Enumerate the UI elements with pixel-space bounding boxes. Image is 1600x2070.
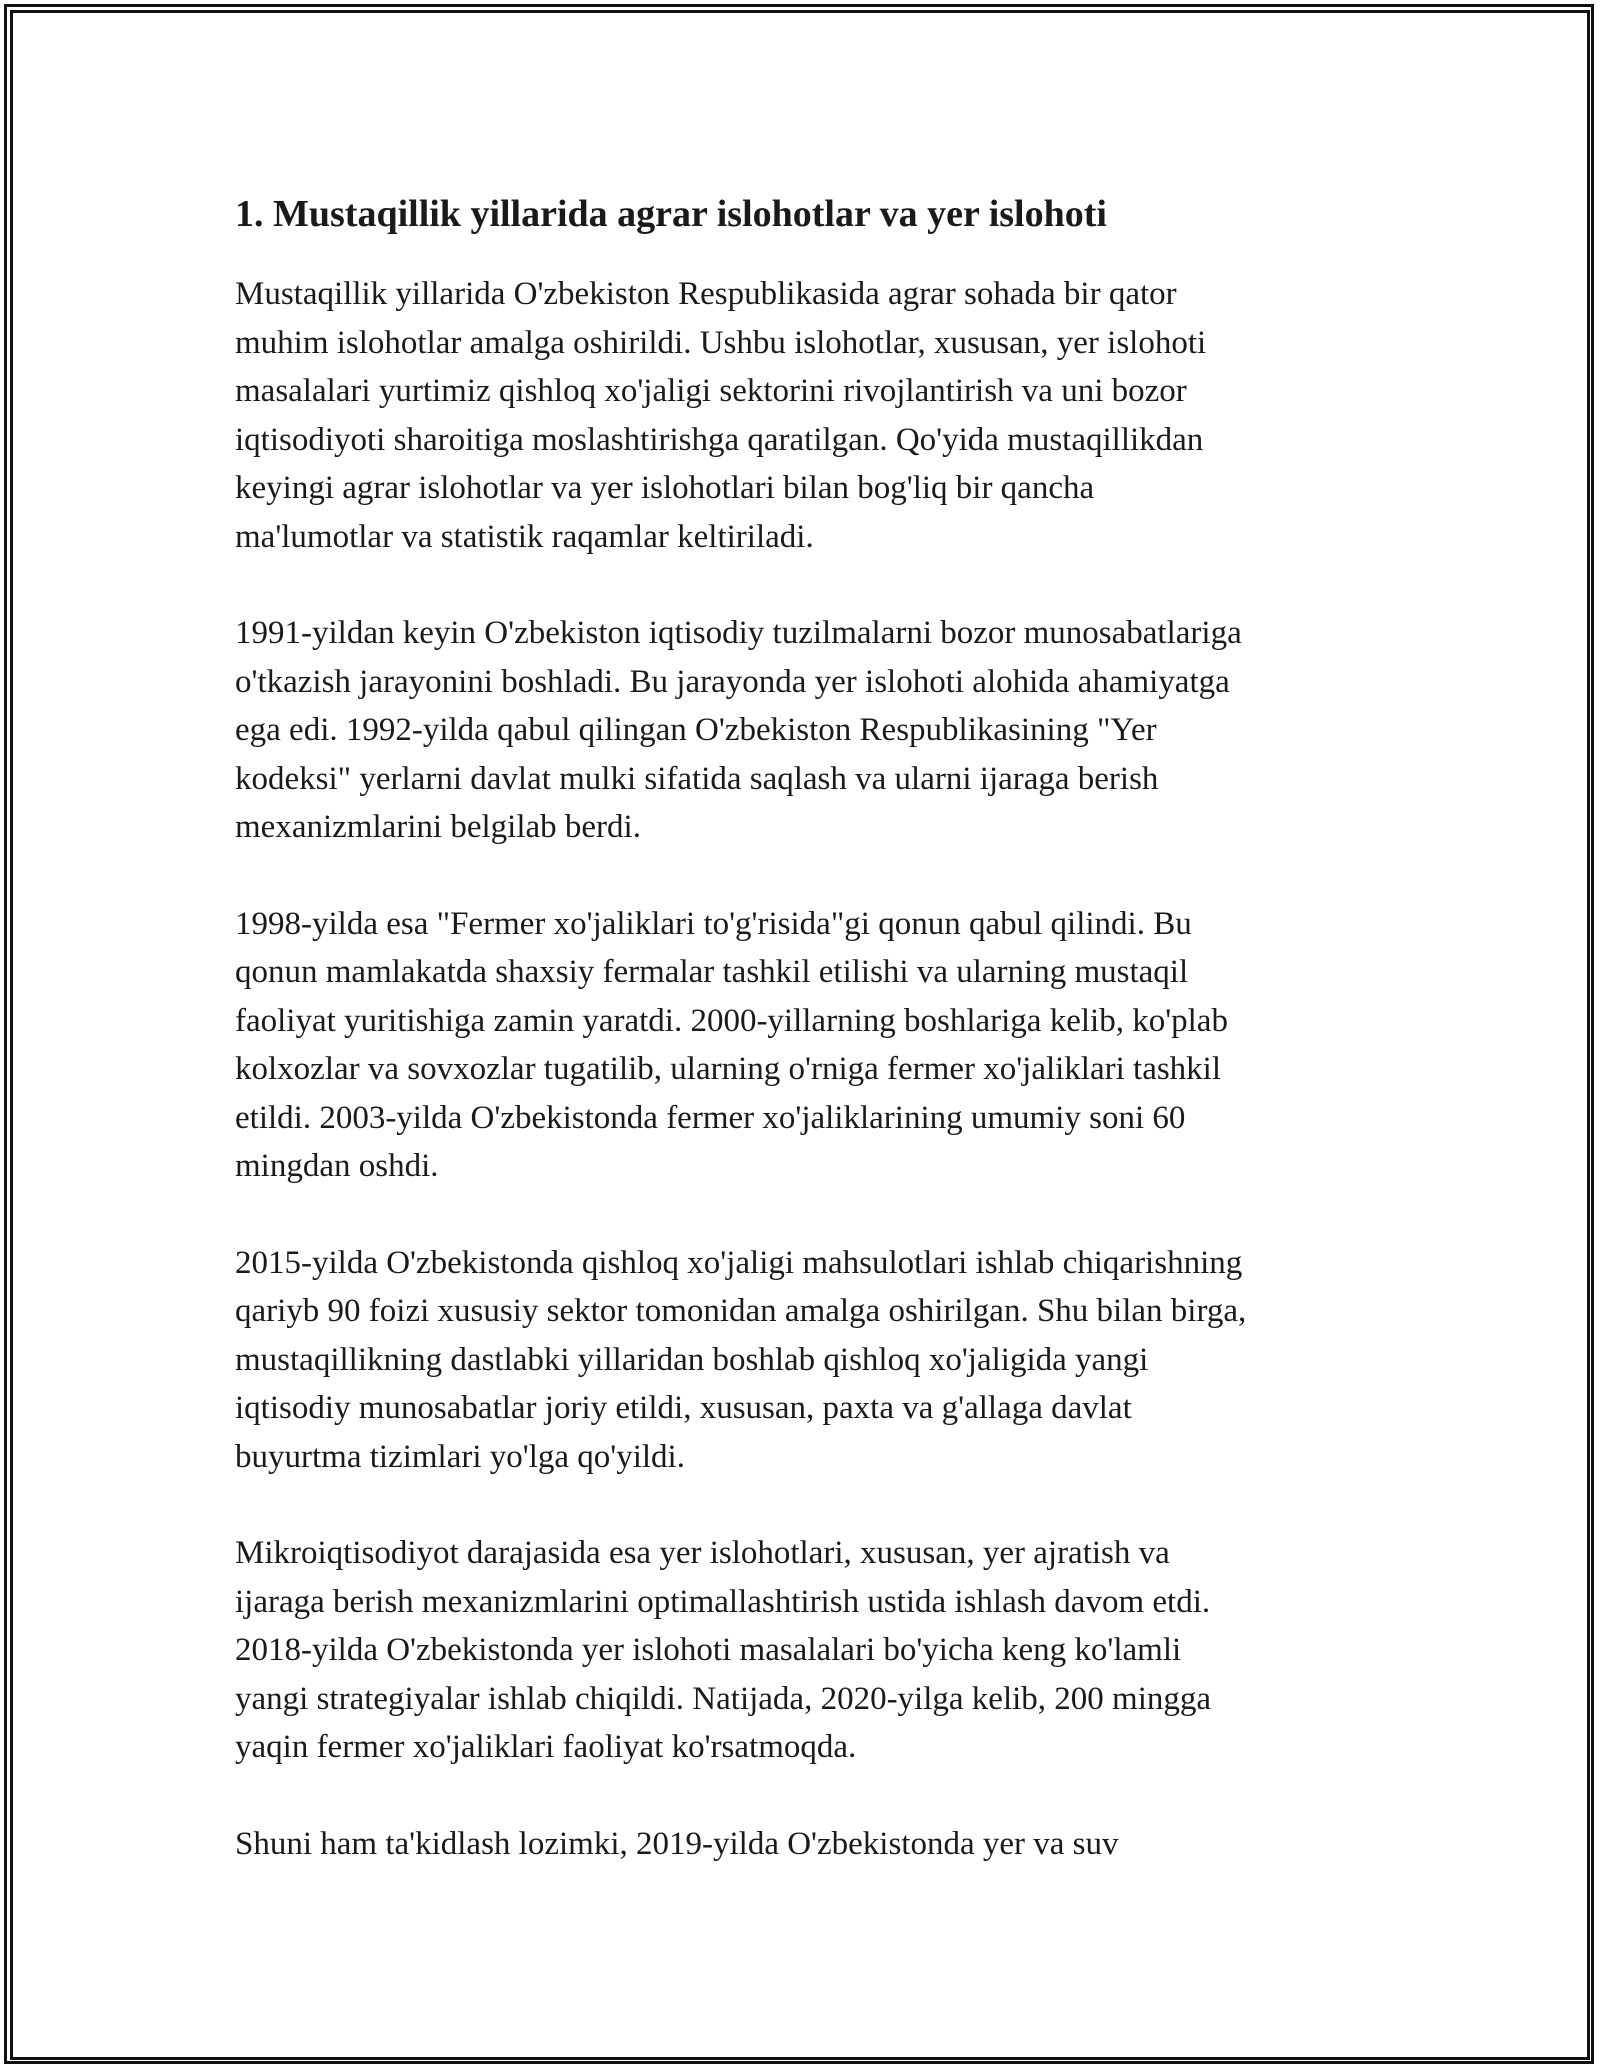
paragraph-3: 1998-yilda esa "Fermer xo'jaliklari to'g'risida"gi qonun qabul qilindi. Bu qonun mamlakatda shaxsiy fermalar tashkil etilishi va ularning mustaqil faoliyat yuritishiga zamin yaratdi. 2000-yillarning boshlariga kelib, ko'plab kolxozlar va sovxozlar tugatilib, ularning o'rniga fermer xo'jaliklari tashkil etildi. 2003-yilda O'zbekistonda fermer xo'jaliklarining umumiy soni 60 mingdan oshdi. bbox=[235, 905, 1228, 1184]
paragraph-2: 1991-yildan keyin O'zbekiston iqtisodiy tuzilmalarni bozor munosabatlariga o'tkazish jarayonini boshladi. Bu jarayonda yer islohoti alohida ahamiyatga ega edi. 1992-yilda qabul qilingan O'zbekiston Respublikasining "Yer kodeksi" yerlarni davlat mulki sifatida saqlash va ularni ijaraga berish mexanizmlarini belgilab berdi. bbox=[235, 615, 1242, 845]
paragraph-4: 2015-yilda O'zbekistonda qishloq xo'jaligi mahsulotlari ishlab chiqarishning qariyb 90 foizi xususiy sektor tomonidan amalga oshirilgan. Shu bilan birga, mustaqillikning dastlabki yillaridan boshlab qishloq xo'jaligida yangi iqtisodiy munosabatlar joriy etildi, xususan, paxta va g'allaga davlat buyurtma tizimlari yo'lga qo'yildi. bbox=[235, 1244, 1247, 1475]
paragraph-1: Mustaqillik yillarida O'zbekiston Respublikasida agrar sohada bir qator muhim islohotlar amalga oshirildi. Ushbu islohotlar, xususan, yer islohoti masalalari yurtimiz qishloq xo'jaligi sektorini rivojlantirish va uni bozor iqtisodiyoti sharoitiga moslashtirishga qaratilgan. Qo'yida mustaqillikdan keyingi agrar islohotlar va yer islohotlari bilan bog'liq bir qancha ma'lumotlar va statistik raqamlar keltiriladi. bbox=[235, 276, 1207, 555]
document-body bbox=[235, 186, 1375, 1916]
section-heading: 1. Mustaqillik yillarida agrar islohotlar va yer islohoti bbox=[235, 193, 1107, 235]
paragraph-5: Mikroiqtisodiyot darajasida esa yer islohotlari, xususan, yer ajratish va ijaraga berish mexanizmlarini optimallashtirish ustida ishlash davom etdi. 2018-yilda O'zbekistonda yer islohoti masalalari bo'yicha keng ko'lamli yangi strategiyalar ishlab chiqildi. Natijada, 2020-yilga kelib, 200 mingga yaqin fermer xo'jaliklari faoliyat ko'rsatmoqda. bbox=[235, 1535, 1212, 1765]
paragraph-6: Shuni ham ta'kidlash lozimki, 2019-yilda O'zbekistonda yer va suv bbox=[235, 1825, 1119, 1862]
